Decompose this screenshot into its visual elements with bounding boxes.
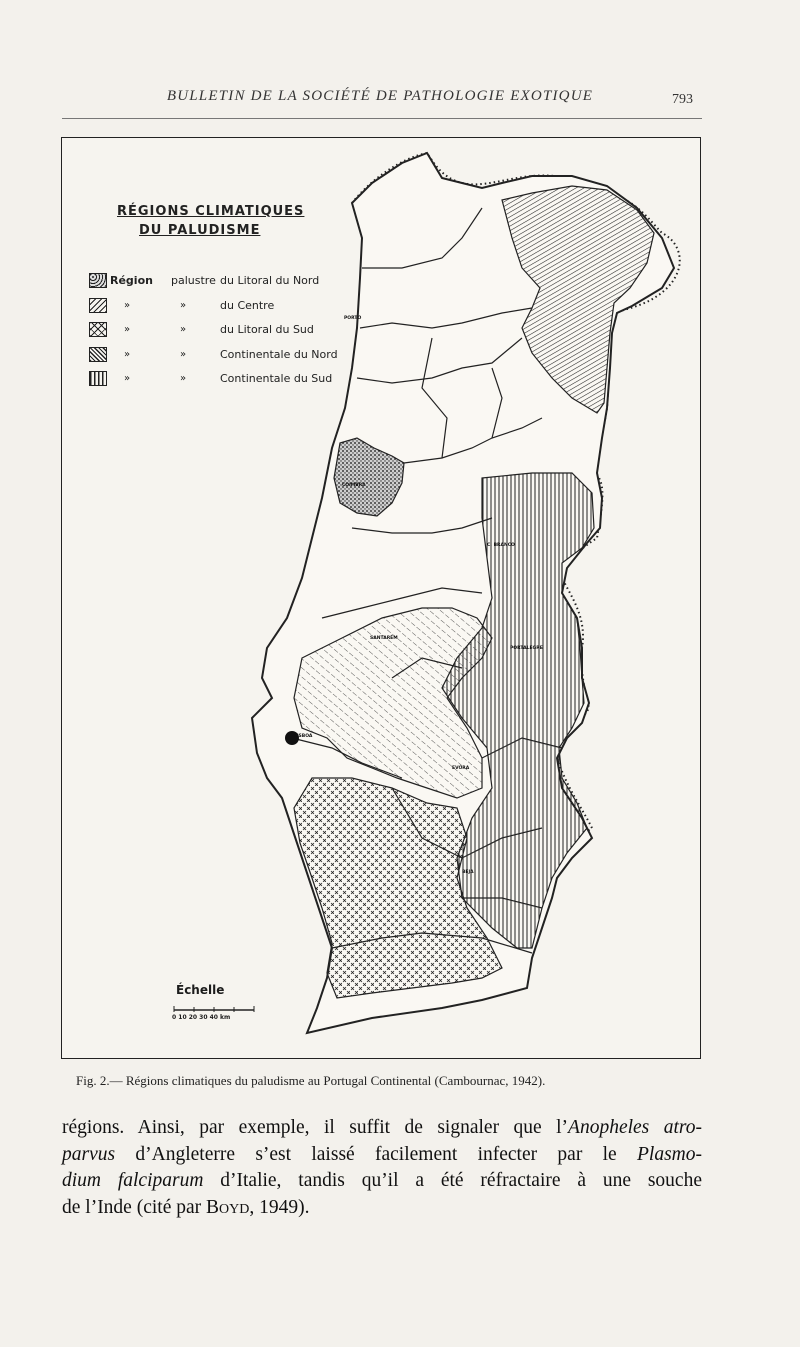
- body-smallcaps-run: Boyd: [206, 1196, 250, 1218]
- body-line: [62, 1168, 702, 1195]
- legend-title-line1: RÉGIONS CLIMATIQUES: [117, 204, 305, 219]
- body-line: [62, 1115, 702, 1142]
- body-text-run: régions. Ainsi, par exemple, il suffit de signaler que l’: [62, 1117, 569, 1138]
- legend-ditto-mark: »: [180, 348, 187, 360]
- map-label-c-branco: C. BRANCO: [487, 543, 515, 548]
- legend-row-text: du Litoral du Nord: [220, 274, 320, 287]
- legend-ditto-mark: »: [180, 299, 187, 311]
- map-label-portalegre: PORTALEGRE: [510, 646, 543, 651]
- legend-swatch-dense-hatch: [89, 347, 107, 362]
- legend-title-line2: DU PALUDISME: [139, 223, 261, 238]
- body-italic-run: parvus: [62, 1143, 116, 1165]
- body-line: [62, 1195, 702, 1222]
- scale-ticks: 0 10 20 30 40 km: [172, 1014, 231, 1021]
- body-line: [62, 1142, 702, 1169]
- map-label-porto: PORTO: [344, 316, 362, 321]
- legend-row-label: Région: [110, 274, 153, 287]
- legend-swatch-vertical-lines: [89, 371, 107, 386]
- legend-swatch-stipple: [89, 273, 107, 288]
- scale-bar: [172, 1004, 262, 1014]
- body-text-run: d’Angleterre s’est laissé facilement infecter par le: [115, 1143, 637, 1165]
- legend-ditto-mark: »: [124, 299, 131, 311]
- body-italic-run: Anopheles atro-: [568, 1117, 702, 1138]
- figure-map-frame: [61, 137, 701, 1059]
- page-number: 793: [672, 92, 693, 107]
- scale-label: Échelle: [176, 983, 225, 997]
- map-label-beja: BEJA: [462, 870, 474, 875]
- body-paragraph: [62, 1115, 702, 1221]
- legend-ditto-mark: »: [124, 348, 131, 360]
- legend-row-text: Continentale du Nord: [220, 347, 338, 361]
- body-italic-run: dium falciparum: [62, 1170, 204, 1191]
- legend-row-text: Continentale du Sud: [220, 372, 333, 385]
- portugal-map: [62, 138, 702, 1060]
- legend-swatch-crosses: [89, 322, 107, 337]
- map-label-coimbra: COIMBRA: [342, 483, 366, 488]
- legend-ditto-mark: »: [124, 373, 131, 384]
- body-text-run: de l’Inde (cité par: [62, 1196, 207, 1218]
- legend-ditto-mark: »: [180, 373, 187, 384]
- legend-swatch-light-hatch: [89, 298, 107, 313]
- journal-running-title: BULLETIN DE LA SOCIÉTÉ DE PATHOLOGIE EXOTIQUE: [166, 88, 594, 104]
- body-text-run: , 1949).: [249, 1196, 310, 1218]
- legend-ditto-mark: »: [180, 324, 187, 335]
- legend-ditto-mark: »: [124, 324, 131, 335]
- legend-row-text: du Litoral du Sud: [220, 323, 314, 336]
- figure-caption: Fig. 2.— Régions climatiques du paludisme au Portugal Continental (Cambournac, 1942).: [76, 1073, 546, 1088]
- legend-title: [117, 204, 304, 238]
- header-rule: [62, 118, 702, 119]
- map-label-santarem: SANTARÉM: [370, 636, 398, 641]
- map-label-lisboa: LISBOA: [294, 734, 313, 739]
- body-italic-run: Plasmo-: [637, 1143, 702, 1165]
- legend-row-text: du Centre: [220, 298, 275, 312]
- map-label-evora: EVORA: [452, 766, 470, 771]
- legend-row-qualifier: palustre: [171, 274, 216, 287]
- body-text-run: d’Italie, tandis qu’il a été réfractaire à une souche: [203, 1170, 702, 1191]
